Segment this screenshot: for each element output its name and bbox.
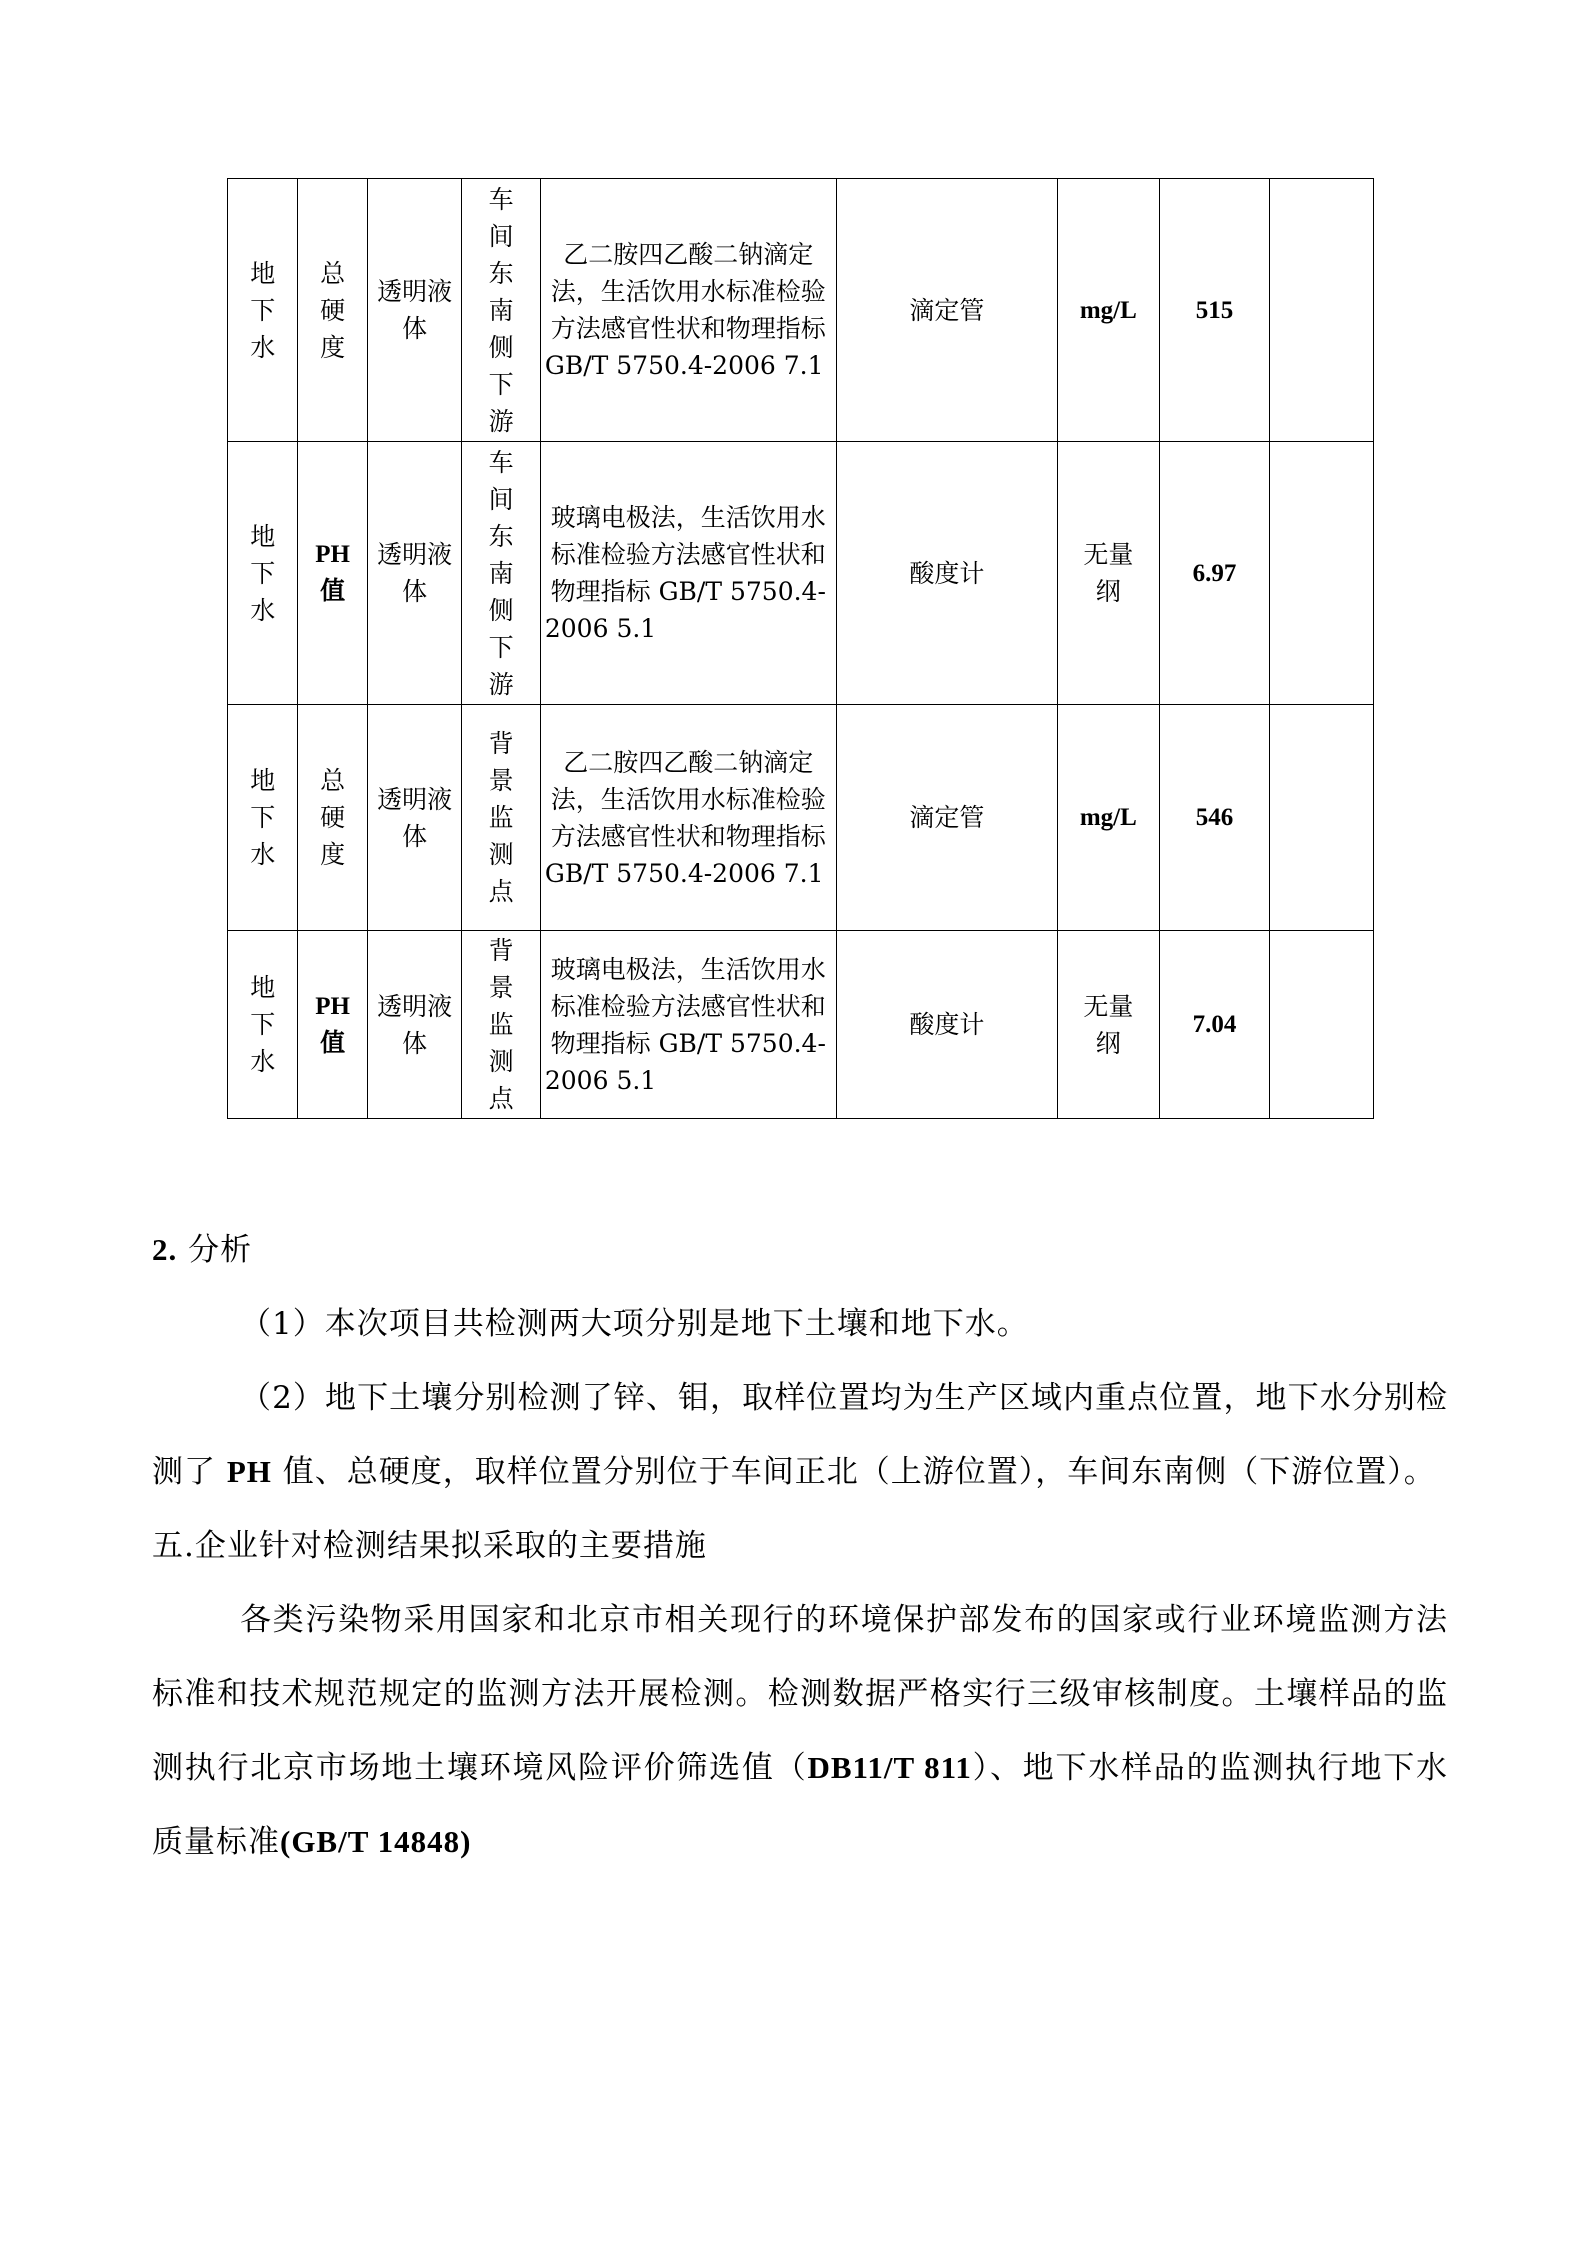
note-cell	[1270, 931, 1374, 1119]
location-cell: 背景监测点	[462, 931, 540, 1119]
location-cell: 车间东南侧下游	[462, 179, 540, 442]
analysis-paragraph-2: （2）地下土壤分别检测了锌、钼，取样位置均为生产区域内重点位置，地下水分别检测了 PH 值、总硬度，取样位置分别位于车间正北（上游位置），车间东南侧（下游位置）。	[152, 1380, 1448, 1490]
value-cell: 6.97	[1159, 442, 1270, 705]
item-cell: 总硬度	[298, 705, 367, 931]
analysis-section	[152, 1213, 1448, 1879]
note-cell	[1270, 442, 1374, 705]
measures-heading: 五.企业针对检测结果拟采取的主要措施	[152, 1528, 707, 1564]
instrument-cell: 酸度计	[836, 442, 1057, 705]
medium-cell: 地下水	[228, 931, 298, 1119]
item-cell: PH值	[298, 931, 367, 1119]
appearance-cell: 透明液体	[367, 179, 462, 442]
method-cell: 玻璃电极法，生活饮用水标准检验方法感官性状和物理指标 GB/T 5750.4-2006 5.1	[540, 442, 836, 705]
analysis-heading	[152, 1213, 1448, 1287]
instrument-cell: 酸度计	[836, 931, 1057, 1119]
instrument-cell: 滴定管	[836, 705, 1057, 931]
heading-text: 分析	[177, 1232, 253, 1268]
item-cell: PH值	[298, 442, 367, 705]
method-cell: 玻璃电极法，生活饮用水标准检验方法感官性状和物理指标 GB/T 5750.4-2006 5.1	[540, 931, 836, 1119]
table-row	[228, 705, 1374, 931]
appearance-cell: 透明液体	[367, 931, 462, 1119]
note-cell	[1270, 705, 1374, 931]
medium-cell: 地下水	[228, 442, 298, 705]
unit-cell: 无量纲	[1058, 442, 1160, 705]
results-table	[227, 178, 1374, 1119]
item-cell: 总硬度	[298, 179, 367, 442]
medium-cell: 地下水	[228, 179, 298, 442]
value-cell: 546	[1159, 705, 1270, 931]
appearance-cell: 透明液体	[367, 705, 462, 931]
unit-cell: mg/L	[1058, 179, 1160, 442]
appearance-cell: 透明液体	[367, 442, 462, 705]
unit-cell: mg/L	[1058, 705, 1160, 931]
location-cell: 车间东南侧下游	[462, 442, 540, 705]
location-cell: 背景监测点	[462, 705, 540, 931]
method-cell: 乙二胺四乙酸二钠滴定法，生活饮用水标准检验方法感官性状和物理指标 GB/T 5750.4-2006 7.1	[540, 705, 836, 931]
heading-number: 2.	[152, 1232, 178, 1267]
medium-cell: 地下水	[228, 705, 298, 931]
note-cell	[1270, 179, 1374, 442]
measures-paragraph: 各类污染物采用国家和北京市相关现行的环境保护部发布的国家或行业环境监测方法标准和技术规范规定的监测方法开展检测。检测数据严格实行三级审核制度。土壤样品的监测执行北京市场地土壤环境风险评价筛选值（DB11/T 811）、地下水样品的监测执行地下水质量标准(GB/T 14848)	[152, 1602, 1449, 1860]
value-cell: 7.04	[1159, 931, 1270, 1119]
table-row	[228, 931, 1374, 1119]
table-row	[228, 179, 1374, 442]
analysis-paragraph-1: （1）本次项目共检测两大项分别是地下土壤和地下水。	[240, 1306, 1029, 1342]
table-row	[228, 442, 1374, 705]
unit-cell: 无量纲	[1058, 931, 1160, 1119]
method-cell: 乙二胺四乙酸二钠滴定法，生活饮用水标准检验方法感官性状和物理指标 GB/T 5750.4-2006 7.1	[540, 179, 836, 442]
value-cell: 515	[1159, 179, 1270, 442]
instrument-cell: 滴定管	[836, 179, 1057, 442]
